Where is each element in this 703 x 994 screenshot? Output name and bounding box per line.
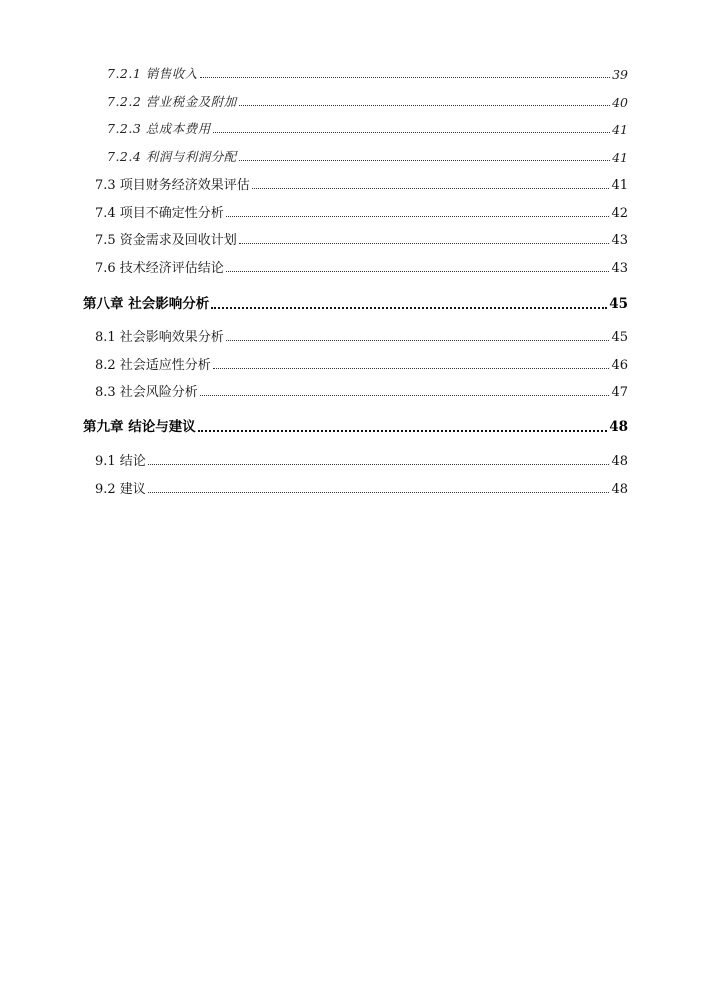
toc-entry-8-2[interactable] bbox=[95, 354, 628, 373]
dot-leader bbox=[226, 215, 610, 217]
dot-leader bbox=[198, 429, 608, 432]
toc-entry-7-4[interactable] bbox=[95, 202, 628, 221]
toc-entry-label: 7.3 项目财务经济效果评估 bbox=[95, 178, 250, 193]
toc-entry-label: 7.2.1 销售收入 bbox=[107, 66, 198, 81]
toc-entry-label: 9.2 建议 bbox=[95, 482, 146, 497]
toc-entry-page: 48 bbox=[611, 482, 628, 497]
toc-entry-page: 45 bbox=[611, 330, 628, 345]
dot-leader bbox=[213, 131, 610, 133]
toc-entry-page: 48 bbox=[609, 419, 628, 435]
toc-entry-label: 7.6 技术经济评估结论 bbox=[95, 261, 224, 276]
toc-entry-page: 43 bbox=[611, 233, 628, 248]
toc-entry-page: 47 bbox=[611, 385, 628, 400]
toc-entry-page: 43 bbox=[611, 261, 628, 276]
toc-entry-7-3[interactable] bbox=[95, 174, 628, 193]
toc-entry-8-1[interactable] bbox=[95, 326, 628, 345]
toc-entry-7-2-4[interactable] bbox=[107, 147, 628, 165]
toc-entry-7-2-3[interactable] bbox=[107, 119, 628, 137]
toc-entry-page: 41 bbox=[611, 178, 628, 193]
dot-leader bbox=[239, 159, 610, 161]
toc-entry-label: 7.2.2 营业税金及附加 bbox=[107, 94, 237, 109]
toc-entry-label: 7.4 项目不确定性分析 bbox=[95, 206, 224, 221]
toc-entry-label: 7.2.4 利润与利润分配 bbox=[107, 149, 237, 164]
toc-entry-label: 8.3 社会风险分析 bbox=[95, 385, 198, 400]
toc-entry-7-2-1[interactable] bbox=[107, 64, 628, 82]
toc-entry-chapter-8[interactable] bbox=[83, 292, 628, 312]
toc-entry-7-2-2[interactable] bbox=[107, 92, 628, 110]
toc-entry-9-1[interactable] bbox=[95, 450, 628, 469]
toc-entry-chapter-9[interactable] bbox=[83, 415, 628, 435]
toc-entry-label: 第九章 结论与建议 bbox=[83, 419, 196, 435]
toc-entry-label: 8.2 社会适应性分析 bbox=[95, 358, 211, 373]
toc-entry-label: 第八章 社会影响分析 bbox=[83, 296, 210, 312]
toc-entry-label: 7.2.3 总成本费用 bbox=[107, 121, 211, 136]
dot-leader bbox=[226, 270, 610, 272]
toc-entry-page: 45 bbox=[609, 296, 628, 312]
dot-leader bbox=[148, 463, 610, 465]
toc-entry-label: 9.1 结论 bbox=[95, 454, 146, 469]
dot-leader bbox=[252, 187, 610, 189]
toc-entry-label: 7.5 资金需求及回收计划 bbox=[95, 233, 237, 248]
dot-leader bbox=[239, 242, 610, 244]
toc-entry-page: 46 bbox=[611, 358, 628, 373]
dot-leader bbox=[200, 76, 610, 78]
toc-entry-8-3[interactable] bbox=[95, 381, 628, 400]
toc-entry-9-2[interactable] bbox=[95, 478, 628, 497]
dot-leader bbox=[226, 339, 610, 341]
toc-entry-page: 48 bbox=[611, 454, 628, 469]
toc-entry-page: 41 bbox=[612, 150, 628, 165]
toc-entry-label: 8.1 社会影响效果分析 bbox=[95, 330, 224, 345]
toc-entry-page: 41 bbox=[612, 122, 628, 137]
dot-leader bbox=[239, 104, 610, 106]
dot-leader bbox=[148, 491, 610, 493]
toc-entry-page: 40 bbox=[612, 95, 628, 110]
dot-leader bbox=[200, 394, 610, 396]
toc-entry-7-5[interactable] bbox=[95, 229, 628, 248]
dot-leader bbox=[213, 367, 610, 369]
dot-leader bbox=[211, 306, 607, 309]
toc-entry-page: 39 bbox=[612, 67, 628, 82]
toc-entry-page: 42 bbox=[611, 206, 628, 221]
toc-entry-7-6[interactable] bbox=[95, 257, 628, 276]
